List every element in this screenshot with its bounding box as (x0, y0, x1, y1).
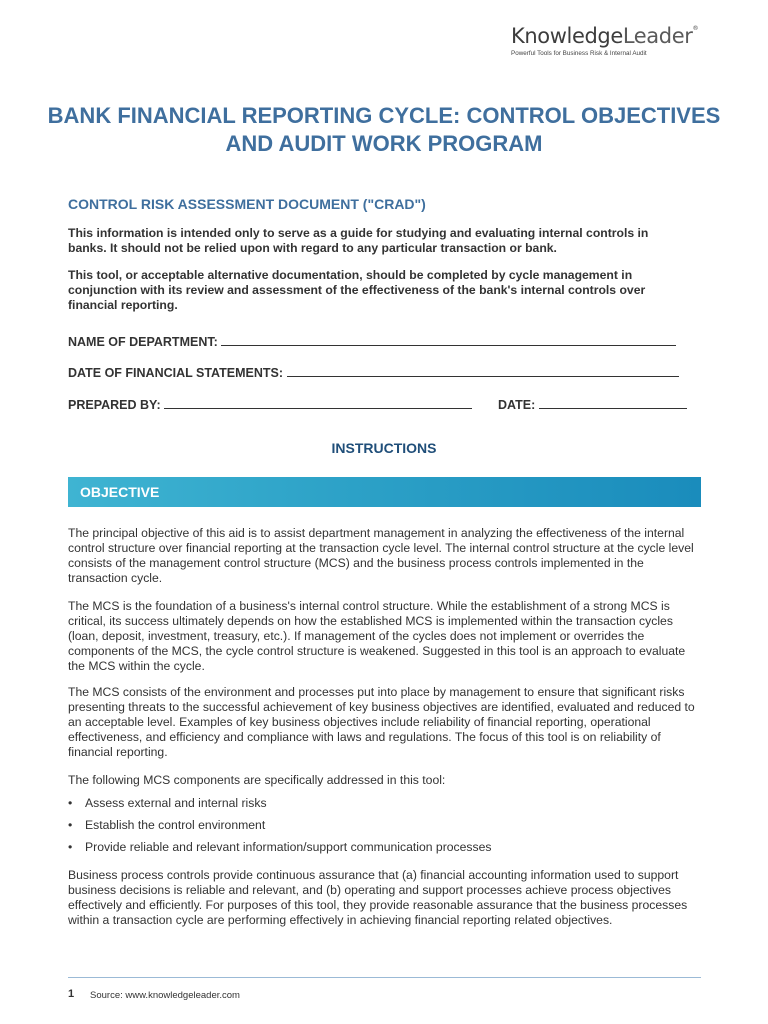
list-item (68, 818, 491, 840)
intro-paragraph-tool: This tool, or acceptable alternative documentation, should be completed by cycle management in conjunction with its review and assessment of the effectiveness of the bank's internal controls over financial reporting. (68, 268, 646, 312)
objective-section-header (68, 477, 701, 507)
instructions-heading: INSTRUCTIONS (331, 440, 437, 456)
list-item-text: Assess external and internal risks (85, 796, 267, 810)
date-label: DATE: (498, 398, 536, 412)
knowledgeleader-logo (511, 26, 711, 57)
prepared-by-blank-line (164, 397, 472, 409)
logo-name-part1: Knowledge (511, 24, 623, 48)
bullet-marker: • (68, 818, 73, 832)
paragraph-mcs-environment: The MCS consists of the environment and processes put into place by management to ensure that significant risks presenting threats to the successful achievement of key business objectives are identified, evaluated and reduced to an acceptable level. Examples of key business objectives include reliability of financial reporting, operational effectiveness, and efficiency and compliance with laws and regulations. The focus of this tool is on reliability of financial reporting. (68, 685, 695, 759)
prepared-by-field (68, 397, 472, 412)
objective-heading: OBJECTIVE (80, 484, 160, 500)
prepared-by-label: PREPARED BY: (68, 398, 161, 412)
footer-divider (68, 977, 701, 978)
mcs-components-list (68, 796, 491, 862)
footer-source: Source: www.knowledgeleader.com (90, 990, 240, 1001)
department-field (68, 334, 676, 349)
financial-statements-date-label: DATE OF FINANCIAL STATEMENTS: (68, 366, 284, 380)
department-label: NAME OF DEPARTMENT: (68, 335, 218, 349)
document-title: BANK FINANCIAL REPORTING CYCLE: CONTROL OBJECTIVES AND AUDIT WORK PROGRAM (47, 103, 721, 156)
paragraph-principal-objective: The principal objective of this aid is to assist department management in analyzing the effectiveness of the internal control structure over financial reporting at the transaction cycle level. The internal control structure at the cycle level consists of the management control structure (MCS) and the business process controls implemented in the transaction cycle. (68, 526, 694, 585)
date-field (498, 397, 687, 412)
list-item-text: Provide reliable and relevant information/support communication processes (85, 840, 492, 854)
list-item (68, 840, 491, 862)
bullet-marker: • (68, 840, 73, 854)
bullet-marker: • (68, 796, 73, 810)
date-blank-line (539, 397, 687, 409)
logo-name-part2: Leader (622, 24, 693, 48)
financial-statements-date-blank-line (287, 365, 679, 377)
paragraph-business-process-controls: Business process controls provide continuous assurance that (a) financial accounting information used to support business decisions is reliable and relevant, and (b) operating and support processes achieve process objectives effectively and efficiently. For purposes of this tool, they provide reasonable assurance that the business processes within a transaction cycle are performing effectively in achieving financial reporting related objectives. (68, 868, 688, 927)
page-number: 1 (68, 988, 75, 1000)
crad-subtitle: CONTROL RISK ASSESSMENT DOCUMENT ("CRAD") (68, 196, 426, 212)
department-blank-line (221, 334, 676, 346)
financial-statements-date-field (68, 365, 679, 380)
paragraph-mcs-components-intro: The following MCS components are specifically addressed in this tool: (68, 773, 446, 787)
paragraph-mcs-foundation: The MCS is the foundation of a business's internal control structure. While the establishment of a strong MCS is critical, its success ultimately depends on how the established MCS is implemented within the transaction cycles (loan, deposit, investment, treasury, etc.). If management of the cycles does not implement or overrides the components of the MCS, the cycle control structure is weakened. Suggested in this tool is an approach to evaluate the MCS within the cycle. (68, 599, 686, 673)
logo-wordmark (511, 26, 711, 47)
list-item (68, 796, 491, 818)
list-item-text: Establish the control environment (85, 818, 266, 832)
logo-registered-mark: ® (692, 25, 699, 32)
logo-tagline: Powerful Tools for Business Risk & Internal Audit (511, 50, 647, 57)
intro-paragraph-guide: This information is intended only to serve as a guide for studying and evaluating internal controls in banks. It should not be relied upon with regard to any particular transaction or bank. (68, 226, 649, 255)
